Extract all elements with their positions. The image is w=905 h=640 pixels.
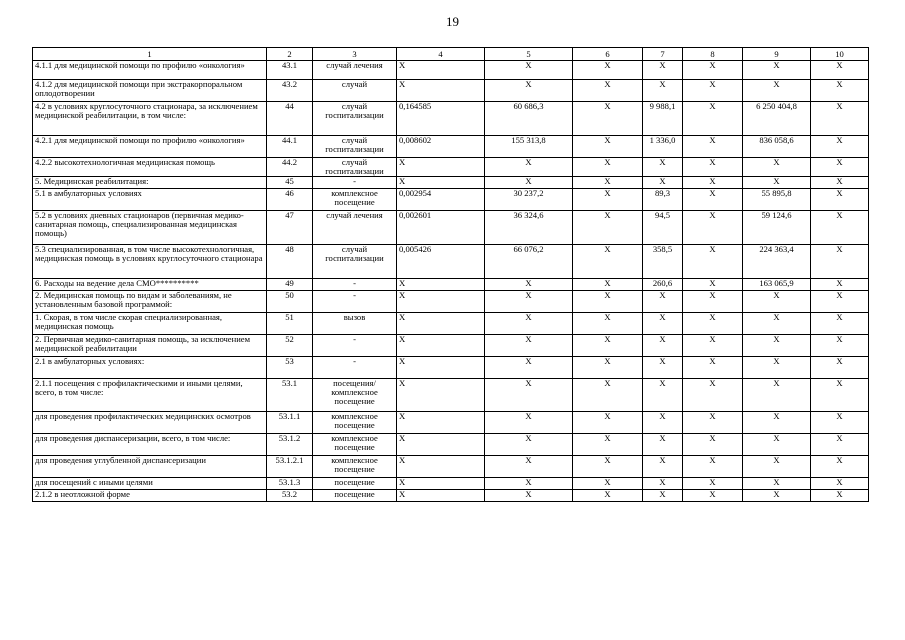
table-row: [33, 412, 869, 434]
table-row: [33, 490, 869, 502]
row-name-cell: 5.3 специализированная, в том числе высокотехнологичная, медицинская помощь в условиях круглосуточного стационара: [33, 245, 267, 279]
row-name-cell: для проведения профилактических медицинских осмотров: [33, 412, 267, 434]
row-unit-cell: посещение: [313, 478, 397, 490]
value-cell: X: [811, 335, 869, 357]
row-code-cell: 44: [267, 102, 313, 136]
value-cell: X: [811, 412, 869, 434]
header-row: [33, 48, 869, 61]
value-cell: X: [573, 102, 643, 136]
value-cell: X: [811, 379, 869, 412]
table-row: [33, 177, 869, 189]
row-code-cell: 44.1: [267, 136, 313, 158]
value-cell: X: [397, 490, 485, 502]
table-row: [33, 456, 869, 478]
value-cell: X: [743, 61, 811, 80]
row-name-cell: 2.1.2 в неотложной форме: [33, 490, 267, 502]
value-cell: X: [573, 80, 643, 102]
value-cell: X: [397, 279, 485, 291]
value-cell: X: [811, 478, 869, 490]
value-cell: X: [743, 478, 811, 490]
value-cell: X: [743, 313, 811, 335]
row-unit-cell: случай госпитализации: [313, 245, 397, 279]
value-cell: X: [811, 490, 869, 502]
row-code-cell: 53.2: [267, 490, 313, 502]
value-cell: X: [683, 456, 743, 478]
value-cell: X: [643, 357, 683, 379]
value-cell: 155 313,8: [485, 136, 573, 158]
value-cell: X: [643, 177, 683, 189]
value-cell: X: [485, 279, 573, 291]
value-cell: X: [485, 177, 573, 189]
value-cell: X: [683, 291, 743, 313]
value-cell: X: [811, 136, 869, 158]
value-cell: 94,5: [643, 211, 683, 245]
table-row: [33, 379, 869, 412]
value-cell: X: [397, 335, 485, 357]
value-cell: 0,002601: [397, 211, 485, 245]
value-cell: X: [485, 335, 573, 357]
value-cell: X: [573, 490, 643, 502]
row-code-cell: 53.1.2: [267, 434, 313, 456]
header-cell: 1: [33, 48, 267, 61]
row-unit-cell: вызов: [313, 313, 397, 335]
value-cell: X: [573, 313, 643, 335]
value-cell: X: [743, 80, 811, 102]
row-code-cell: 53.1.2.1: [267, 456, 313, 478]
value-cell: X: [485, 80, 573, 102]
value-cell: X: [397, 357, 485, 379]
value-cell: X: [683, 61, 743, 80]
row-code-cell: 43.1: [267, 61, 313, 80]
value-cell: X: [811, 177, 869, 189]
row-code-cell: 52: [267, 335, 313, 357]
row-unit-cell: -: [313, 279, 397, 291]
value-cell: X: [811, 211, 869, 245]
value-cell: X: [397, 379, 485, 412]
row-code-cell: 53.1.3: [267, 478, 313, 490]
value-cell: 60 686,3: [485, 102, 573, 136]
row-name-cell: 2. Медицинская помощь по видам и заболеваниям, не установленным базовой программой:: [33, 291, 267, 313]
header-cell: 8: [683, 48, 743, 61]
page-number: 19: [446, 14, 459, 29]
value-cell: X: [643, 478, 683, 490]
value-cell: X: [573, 136, 643, 158]
row-unit-cell: случай госпитализации: [313, 158, 397, 177]
value-cell: X: [683, 136, 743, 158]
value-cell: 836 058,6: [743, 136, 811, 158]
value-cell: 358,5: [643, 245, 683, 279]
table-row: [33, 279, 869, 291]
value-cell: X: [485, 379, 573, 412]
value-cell: X: [743, 379, 811, 412]
row-unit-cell: посещения/ комплексное посещение: [313, 379, 397, 412]
value-cell: X: [683, 279, 743, 291]
row-unit-cell: случай госпитализации: [313, 102, 397, 136]
table-row: [33, 434, 869, 456]
table-row: [33, 80, 869, 102]
row-name-cell: 2.1 в амбулаторных условиях:: [33, 357, 267, 379]
value-cell: X: [573, 335, 643, 357]
value-cell: X: [811, 313, 869, 335]
row-code-cell: 51: [267, 313, 313, 335]
row-unit-cell: случай: [313, 80, 397, 102]
value-cell: X: [397, 291, 485, 313]
row-name-cell: для проведения диспансеризации, всего, в том числе:: [33, 434, 267, 456]
value-cell: 0,008602: [397, 136, 485, 158]
value-cell: X: [397, 478, 485, 490]
row-code-cell: 50: [267, 291, 313, 313]
value-cell: X: [811, 158, 869, 177]
value-cell: 0,005426: [397, 245, 485, 279]
header-cell: 2: [267, 48, 313, 61]
value-cell: X: [743, 434, 811, 456]
value-cell: X: [397, 177, 485, 189]
value-cell: X: [397, 456, 485, 478]
row-code-cell: 47: [267, 211, 313, 245]
value-cell: X: [485, 313, 573, 335]
value-cell: X: [683, 335, 743, 357]
row-name-cell: 1. Скорая, в том числе скорая специализированная, медицинская помощь: [33, 313, 267, 335]
row-unit-cell: комплексное посещение: [313, 412, 397, 434]
value-cell: X: [643, 291, 683, 313]
value-cell: X: [683, 80, 743, 102]
header-cell: 5: [485, 48, 573, 61]
row-code-cell: 45: [267, 177, 313, 189]
value-cell: X: [485, 158, 573, 177]
value-cell: X: [643, 434, 683, 456]
row-code-cell: 53: [267, 357, 313, 379]
value-cell: 1 336,0: [643, 136, 683, 158]
value-cell: X: [683, 357, 743, 379]
value-cell: X: [743, 357, 811, 379]
row-name-cell: для проведения углубленной диспансеризации: [33, 456, 267, 478]
value-cell: X: [643, 158, 683, 177]
row-unit-cell: комплексное посещение: [313, 189, 397, 211]
value-cell: 89,3: [643, 189, 683, 211]
row-unit-cell: -: [313, 335, 397, 357]
value-cell: X: [485, 61, 573, 80]
value-cell: X: [397, 412, 485, 434]
value-cell: X: [683, 434, 743, 456]
value-cell: X: [743, 490, 811, 502]
value-cell: X: [743, 177, 811, 189]
table-row: [33, 291, 869, 313]
value-cell: X: [397, 434, 485, 456]
value-cell: X: [397, 61, 485, 80]
row-code-cell: 48: [267, 245, 313, 279]
value-cell: X: [743, 456, 811, 478]
value-cell: X: [573, 279, 643, 291]
table-row: [33, 136, 869, 158]
table-row: [33, 102, 869, 136]
value-cell: X: [485, 490, 573, 502]
value-cell: X: [573, 456, 643, 478]
value-cell: X: [485, 456, 573, 478]
value-cell: X: [485, 291, 573, 313]
value-cell: X: [643, 80, 683, 102]
table-row: [33, 313, 869, 335]
value-cell: X: [643, 335, 683, 357]
value-cell: X: [643, 61, 683, 80]
value-cell: X: [643, 456, 683, 478]
value-cell: X: [643, 490, 683, 502]
row-name-cell: 2. Первичная медико-санитарная помощь, за исключением медицинской реабилитации: [33, 335, 267, 357]
value-cell: X: [811, 357, 869, 379]
row-unit-cell: случай лечения: [313, 211, 397, 245]
value-cell: X: [743, 291, 811, 313]
value-cell: X: [485, 478, 573, 490]
value-cell: 30 237,2: [485, 189, 573, 211]
value-cell: 6 250 404,8: [743, 102, 811, 136]
value-cell: X: [743, 335, 811, 357]
table-row: [33, 158, 869, 177]
row-code-cell: 49: [267, 279, 313, 291]
row-unit-cell: -: [313, 357, 397, 379]
row-unit-cell: случай лечения: [313, 61, 397, 80]
value-cell: X: [683, 158, 743, 177]
value-cell: X: [643, 313, 683, 335]
value-cell: 0,002954: [397, 189, 485, 211]
row-unit-cell: посещение: [313, 490, 397, 502]
value-cell: X: [811, 245, 869, 279]
value-cell: 9 988,1: [643, 102, 683, 136]
value-cell: X: [683, 211, 743, 245]
value-cell: X: [573, 478, 643, 490]
value-cell: X: [683, 245, 743, 279]
value-cell: X: [743, 412, 811, 434]
header-cell: 6: [573, 48, 643, 61]
value-cell: X: [683, 478, 743, 490]
value-cell: X: [683, 102, 743, 136]
value-cell: X: [811, 189, 869, 211]
row-unit-cell: случай госпитализации: [313, 136, 397, 158]
data-table: [32, 47, 869, 502]
value-cell: X: [811, 80, 869, 102]
header-cell: 7: [643, 48, 683, 61]
value-cell: X: [683, 379, 743, 412]
table-row: [33, 245, 869, 279]
header-cell: 3: [313, 48, 397, 61]
value-cell: X: [573, 357, 643, 379]
table-row: [33, 211, 869, 245]
value-cell: X: [811, 434, 869, 456]
row-name-cell: 4.1.2 для медицинской помощи при экстракорпоральном оплодотворении: [33, 80, 267, 102]
value-cell: X: [573, 291, 643, 313]
value-cell: X: [743, 158, 811, 177]
value-cell: X: [573, 189, 643, 211]
table-row: [33, 335, 869, 357]
row-name-cell: 5. Медицинская реабилитация:: [33, 177, 267, 189]
row-name-cell: 4.2.2 высокотехнологичная медицинская помощь: [33, 158, 267, 177]
value-cell: X: [397, 80, 485, 102]
row-name-cell: 2.1.1 посещения с профилактическими и иными целями, всего, в том числе:: [33, 379, 267, 412]
value-cell: X: [573, 434, 643, 456]
row-name-cell: 5.2 в условиях дневных стационаров (первичная медико-санитарная помощь, специализированная медицинская помощь): [33, 211, 267, 245]
value-cell: X: [683, 412, 743, 434]
value-cell: X: [485, 412, 573, 434]
value-cell: 36 324,6: [485, 211, 573, 245]
value-cell: X: [573, 412, 643, 434]
row-name-cell: 5.1 в амбулаторных условиях: [33, 189, 267, 211]
value-cell: X: [643, 412, 683, 434]
value-cell: X: [397, 313, 485, 335]
row-unit-cell: комплексное посещение: [313, 434, 397, 456]
value-cell: X: [485, 357, 573, 379]
table-row: [33, 357, 869, 379]
row-unit-cell: -: [313, 177, 397, 189]
value-cell: 55 895,8: [743, 189, 811, 211]
value-cell: X: [573, 211, 643, 245]
value-cell: X: [397, 158, 485, 177]
table-body: [33, 61, 869, 502]
value-cell: 59 124,6: [743, 211, 811, 245]
value-cell: 224 363,4: [743, 245, 811, 279]
value-cell: 260,6: [643, 279, 683, 291]
value-cell: X: [485, 434, 573, 456]
table-row: [33, 189, 869, 211]
row-code-cell: 53.1: [267, 379, 313, 412]
value-cell: 0,164585: [397, 102, 485, 136]
row-code-cell: 46: [267, 189, 313, 211]
value-cell: 163 065,9: [743, 279, 811, 291]
row-unit-cell: -: [313, 291, 397, 313]
row-name-cell: для посещений с иными целями: [33, 478, 267, 490]
value-cell: X: [811, 291, 869, 313]
header-cell: 4: [397, 48, 485, 61]
value-cell: X: [683, 177, 743, 189]
value-cell: X: [573, 158, 643, 177]
value-cell: X: [573, 245, 643, 279]
row-code-cell: 44.2: [267, 158, 313, 177]
row-name-cell: 4.2 в условиях круглосуточного стационара, за исключением медицинской реабилитации, в том числе:: [33, 102, 267, 136]
row-name-cell: 4.1.1 для медицинской помощи по профилю «онкология»: [33, 61, 267, 80]
row-name-cell: 6. Расходы на ведение дела СМО**********: [33, 279, 267, 291]
row-name-cell: 4.2.1 для медицинской помощи по профилю «онкология»: [33, 136, 267, 158]
value-cell: X: [811, 279, 869, 291]
value-cell: X: [683, 189, 743, 211]
table-row: [33, 61, 869, 80]
value-cell: X: [811, 102, 869, 136]
value-cell: X: [683, 313, 743, 335]
value-cell: X: [573, 379, 643, 412]
value-cell: X: [811, 61, 869, 80]
value-cell: X: [643, 379, 683, 412]
row-unit-cell: комплексное посещение: [313, 456, 397, 478]
table-row: [33, 478, 869, 490]
value-cell: X: [811, 456, 869, 478]
value-cell: X: [573, 177, 643, 189]
header-cell: 10: [811, 48, 869, 61]
value-cell: 66 076,2: [485, 245, 573, 279]
row-code-cell: 53.1.1: [267, 412, 313, 434]
value-cell: X: [573, 61, 643, 80]
header-cell: 9: [743, 48, 811, 61]
value-cell: X: [683, 490, 743, 502]
row-code-cell: 43.2: [267, 80, 313, 102]
